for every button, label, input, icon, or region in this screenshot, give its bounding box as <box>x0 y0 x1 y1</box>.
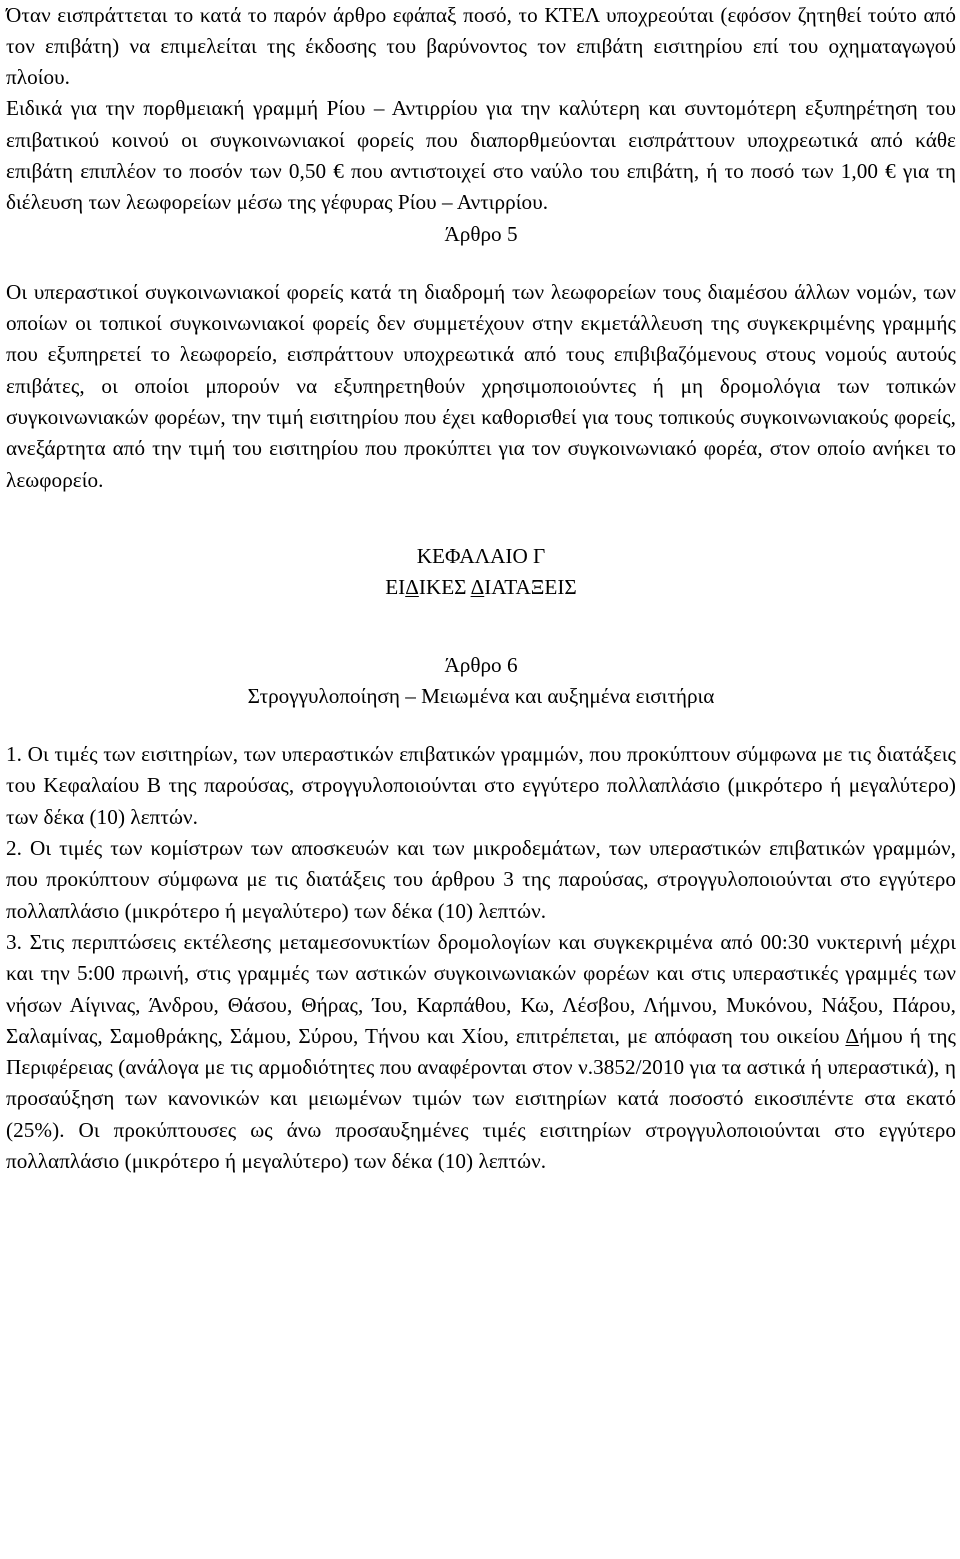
list-item <box>6 927 956 1177</box>
article-6-items <box>6 739 956 1177</box>
item-3-underlined-letter: Δ <box>845 1023 860 1048</box>
rio-antirrio-paragraph: Ειδικά για την πορθμειακή γραμμή Ρίου – Αντιρρίου για την καλύτερη και συντομότερη εξυπηρέτηση του επιβατικού κοινού οι συγκοινωνιακοί φορείς που διαπορθμεύονται εισπράττουν υποχρεωτικά από κάθε επιβάτη επιπλέον το ποσόν των 0,50 € που αντιστοιχεί στο ναύλο του επιβάτη, ή το ποσό των 1,00 € για τη διέλευση των λεωφορείων μέσω της γέφυρας Ρίου – Αντιρρίου. <box>6 96 956 215</box>
article-5-heading: Άρθρο 5 <box>444 221 518 246</box>
article-5-body: Οι υπεραστικοί συγκοινωνιακοί φορείς κατά τη διαδρομή των λεωφορείων τους διαμέσου άλλων νομών, των οποίων οι τοπικοί συγκοινωνιακοί φορείς δεν συμμετέχουν στην εκμετάλλευση της συγκεκριμένης γραμμής που εξυπηρετεί το λεωφορείο, εισπράττουν υποχρεωτικά από τους επιβιβαζόμενους στους νομούς αυτούς επιβάτες, οι οποίοι μπορούν να εξυπηρετηθούν χρησιμοποιούντες ή μη δρομολόγια των τοπικών συγκοινωνιακών φορέων, την τιμή εισιτηρίου που έχει καθορισθεί για τους τοπικούς συγκοινωνιακούς φορείς, ανεξάρτητα από την τιμή του εισιτηρίου που προκύπτει για τον συγκοινωνιακό φορέα, στον οποίο ανήκει το λεωφορείο. <box>6 279 956 492</box>
chapter-heading-block <box>6 541 956 604</box>
chapter-subheading <box>6 572 956 603</box>
article-6-heading-block <box>6 650 956 713</box>
item-3-text: ήμου ή της Περιφέρειας (ανάλογα με τις αρμοδιότητες που αναφέρονται στον ν.3852/2010 για τα αστικά ή υπεραστικά), η προσαύξηση των κανονικών και μειωμένων τιμών των εισιτηρίων κατά ποσοστό εικοσιπέντε στα εκατό (25%). Οι προκύπτουσες ως άνω προσαυξημένες τιμές εισιτηρίων στρογγυλοποιούνται στο εγγύτερο πολλαπλάσιο (μικρότερο ή μεγαλύτερο) των δέκα (10) λεπτών. <box>6 1023 956 1173</box>
chapter-subheading-part: ΕΙ <box>385 575 406 600</box>
chapter-heading: ΚΕΦΑΛΑΙΟ Γ <box>416 543 546 568</box>
article-6-title: Στρογγυλοποίηση – Μειωμένα και αυξημένα εισιτήρια <box>247 683 715 708</box>
intro-paragraph: Όταν εισπράττεται το κατά το παρόν άρθρο εφάπαξ ποσό, το ΚΤΕΛ υποχρεούται (εφόσον ζητηθεί τούτο από τον επιβάτη) να επιμελείται της έκδοσης του βαρύνοντος τον επιβάτη εισιτηρίου επί του οχηματαγωγού πλοίου. <box>6 2 956 90</box>
chapter-subheading-part: ΙΚΕΣ <box>418 575 471 600</box>
chapter-subheading-underlined-letter: Δ <box>405 575 419 600</box>
item-3-text: 3. Στις περιπτώσεις εκτέλεσης μεταμεσονυκτίων δρομολογίων και συγκεκριμένα από 00:30 νυκτερινή μέχρι και την 5:00 πρωινή, στις γραμμές των αστικών συγκοινωνιακών φορέων και στις υπεραστικές γραμμές των νήσων Αίγινας, Άνδρου, Θάσου, Θήρας, Ίου, Καρπάθου, Κω, Λέσβου, Λήμνου, Μυκόνου, Νάξου, Πάρου, Σαλαμίνας, Σαμοθράκης, Σάμου, Σύρου, Τήνου και Χίου, επιτρέπεται, με απόφαση του οικείου <box>6 929 956 1048</box>
article-6-heading: Άρθρο 6 <box>444 652 518 677</box>
chapter-subheading-underlined-letter: Δ <box>470 575 485 600</box>
document-page <box>6 0 956 1177</box>
list-item: 1. Οι τιμές των εισιτηρίων, των υπεραστικών επιβατικών γραμμών, που προκύπτουν σύμφωνα με τις διατάξεις του Κεφαλαίου Β της παρούσας, στρογγυλοποιούνται στο εγγύτερο πολλαπλάσιο (μικρότερο ή μεγαλύτερο) των δέκα (10) λεπτών. <box>6 742 956 829</box>
chapter-subheading-part: ΙΑΤΑΞΕΙΣ <box>484 575 577 600</box>
list-item: 2. Οι τιμές των κομίστρων των αποσκευών και των μικροδεμάτων, των υπεραστικών επιβατικών γραμμών, που προκύπτουν σύμφωνα με τις διατάξεις του άρθρου 3 της παρούσας, στρογγυλοποιούνται στο εγγύτερο πολλαπλάσιο (μικρότερο ή μεγαλύτερο) των δέκα (10) λεπτών. <box>6 836 956 923</box>
